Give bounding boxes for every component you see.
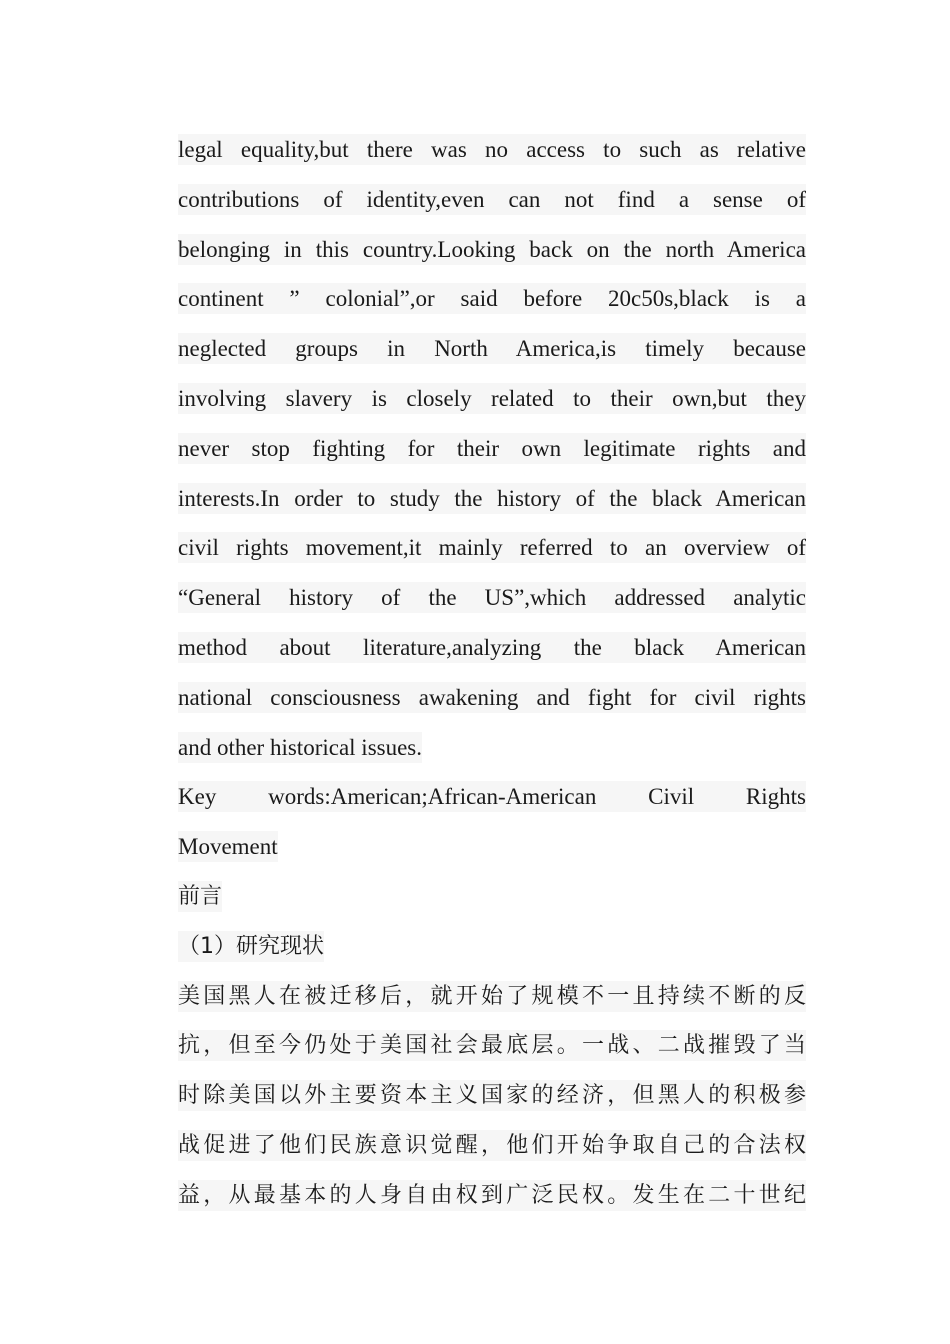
abstract-line: belonging in this country.Looking back on the north America [178, 225, 806, 275]
abstract-line: neglected groups in North America,is timely because [178, 324, 806, 374]
abstract-line: legal equality,but there was no access to such as relative [178, 125, 806, 175]
body-line: 益，从最基本的人身自由权到广泛民权。发生在二十世纪 [178, 1171, 806, 1221]
abstract-line: never stop fighting for their own legitimate rights and [178, 424, 806, 474]
abstract-line: civil rights movement,it mainly referred to an overview of [178, 523, 806, 573]
abstract-line: contributions of identity,even can not find a sense of [178, 175, 806, 225]
abstract-line: continent ” colonial”,or said before 20c50s,black is a [178, 274, 806, 324]
abstract-line: “General history of the US”,which addressed analytic [178, 573, 806, 623]
preface-heading: 前言 [178, 872, 806, 922]
abstract-line: involving slavery is closely related to their own,but they [178, 374, 806, 424]
keywords-line-last: Movement [178, 822, 806, 872]
keywords-line: Key words:American;African-American Civil Rights [178, 772, 806, 822]
abstract-line: method about literature,analyzing the black American [178, 623, 806, 673]
abstract-line: interests.In order to study the history of the black American [178, 474, 806, 524]
abstract-line-last: and other historical issues. [178, 723, 806, 773]
body-line: 美国黑人在被迁移后，就开始了规模不一且持续不断的反 [178, 972, 806, 1022]
section-heading: （1）研究现状 [178, 922, 806, 972]
body-line: 战促进了他们民族意识觉醒，他们开始争取自己的合法权 [178, 1121, 806, 1171]
body-line: 时除美国以外主要资本主义国家的经济，但黑人的积极参 [178, 1071, 806, 1121]
abstract-line: national consciousness awakening and fight for civil rights [178, 673, 806, 723]
page-content [178, 125, 806, 1221]
body-line: 抗，但至今仍处于美国社会最底层。一战、二战摧毁了当 [178, 1021, 806, 1071]
